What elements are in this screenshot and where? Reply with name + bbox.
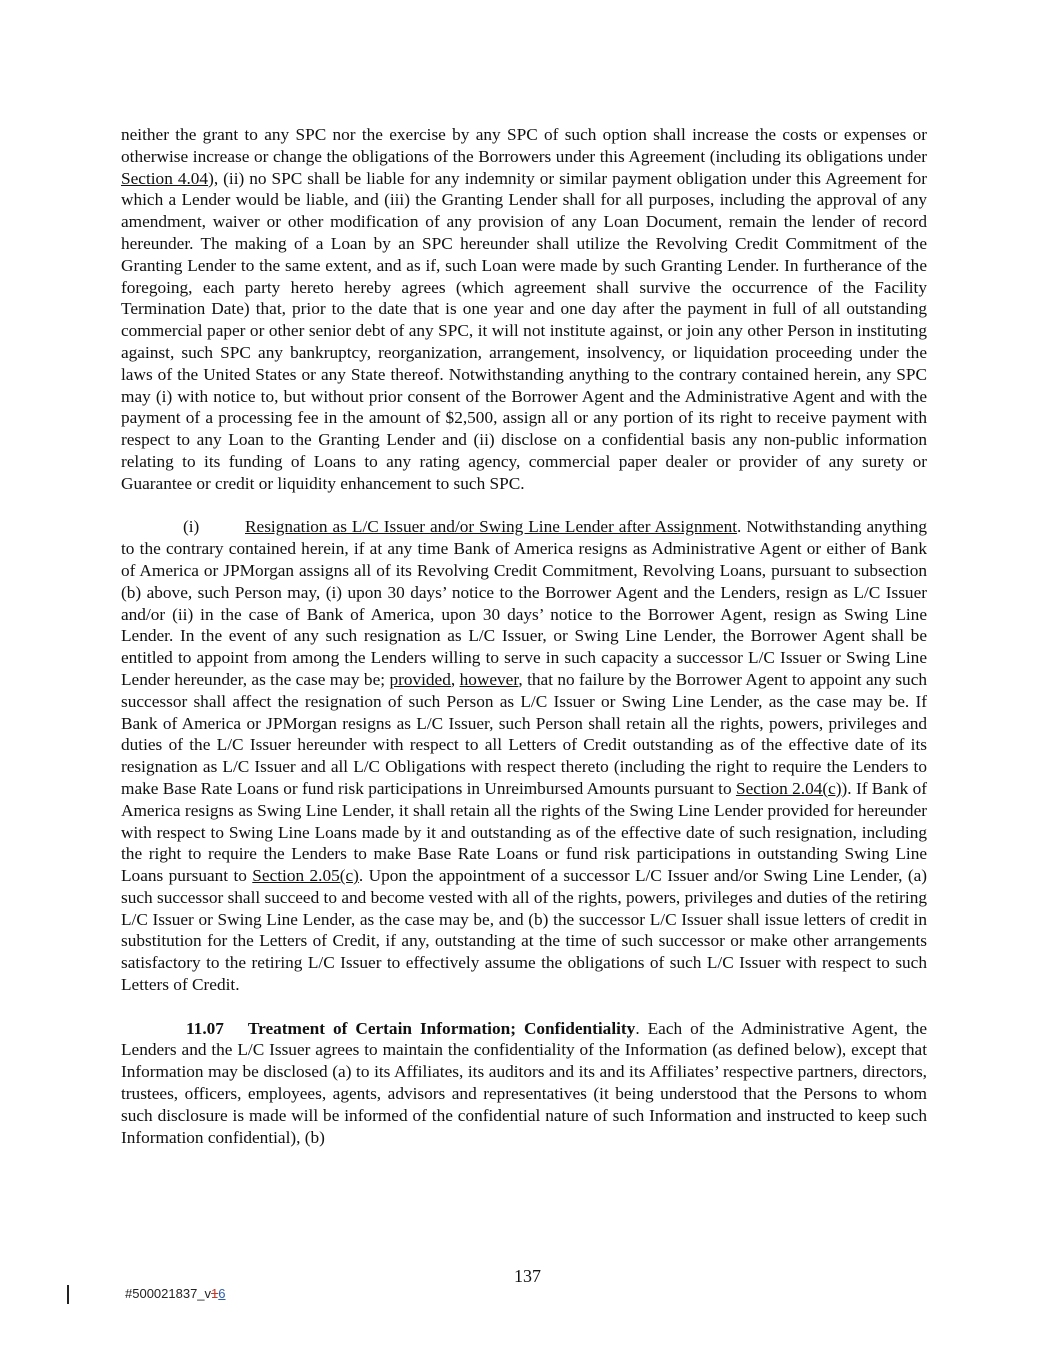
paragraph-text: . Notwithstanding anything to the contrary contained herein, if at any time Bank of America resigns as Administrative Agent or either of Bank of America or JPMorgan assigns all of its Revolving Credit Commitment, Revolving Loans, pursuant to subsection (b) above, such Person may, (i) upon 30 days’ notice to the Borrower Agent and the Lenders, resign as L/C Issuer and/or (ii) in the case of Bank of America, upon 30 days’ notice to the Borrower Agent, resign as Swing Line Lender. In the event of any such resignation as L/C Issuer, or Swing Line Lender, the Borrower Agent shall be entitled to appoint from among the Lenders willing to serve in such capacity a successor L/C Issuer or Swing Line Lender hereunder, as the case may be;: [121, 517, 927, 689]
deleted-version: 1: [211, 1286, 219, 1301]
paragraph-spc: [121, 124, 927, 495]
change-bar: [67, 1285, 69, 1304]
section-11-07: [121, 1018, 927, 1149]
clause-number: (i): [183, 517, 200, 537]
paragraph-text: ), (ii) no SPC shall be liable for any indemnity or similar payment obligation under this Agreement for which a Lender would be liable, and (iii) the Granting Lender shall for all purposes, including the approval of any amendment, waiver or other modification of any provision of any Loan Document, remain the lender of record hereunder. The making of a Loan by an SPC hereunder shall utilize the Revolving Credit Commitment of the Granting Lender to the same extent, and as if, such Loan were made by such Granting Lender. In furtherance of the foregoing, each party hereto hereby agrees (which agreement shall survive the occurrence of the Facility Termination Date) that, prior to the date that is one year and one day after the payment in full of all outstanding commercial paper or other senior debt of any SPC, it will not institute against, or join any other Person in instituting against, such SPC any bankruptcy, reorganization, arrangement, insolvency, or liquidation proceeding under the laws of the United States or any State thereof. Notwithstanding anything to the contrary contained herein, any SPC may (i) with notice to, but without prior consent of the Borrower Agent and the Administrative Agent and with the payment of a processing fee in the amount of $2,500, assign all or any portion of its right to receive payment with respect to any Loan to the Granting Lender and (ii) disclose on a confidential basis any non-public information relating to its funding of Loans to any rating agency, commercial paper dealer or provider of any surety or Guarantee or credit or liquidity enhancement to such SPC.: [121, 168, 927, 493]
section-reference: Section 4.04: [121, 168, 209, 188]
section-reference: Section 2.05(c): [252, 866, 359, 886]
section-number: 11.07 Treatment of Certain Information; Confidentiality: [186, 1018, 636, 1038]
paragraph-text: neither the grant to any SPC nor the exercise by any SPC of such option shall increase the costs or expenses or otherwise increase or change the obligations of the Borrowers under this Agreement (including its obligations under: [121, 125, 927, 166]
inserted-version: 6: [218, 1286, 226, 1301]
paragraph-text: ). If Bank of America resigns as Swing Line Lender, it shall retain all the rights of the Swing Line Lender provided for hereunder with respect to Swing Line Loans made by it and outstanding as of the effective date of such resignation, including the right to require the Lenders to make Base Rate Loans or fund risk participations in outstanding Swing Line Loans pursuant to: [121, 778, 927, 886]
section-reference: Section 2.04(c): [735, 778, 842, 798]
document-page: [121, 124, 927, 1148]
term-provided: provided: [389, 669, 451, 689]
term-however: however: [459, 669, 519, 689]
paragraph-text: ,: [450, 669, 460, 689]
paragraph-text: . Each of the Administrative Agent, the Lenders and the L/C Issuer agrees to maintain the confidentiality of the Information (as defined below), except that Information may be disclosed (a) to its Affiliates, its auditors and its and its Affiliates’ respective partners, directors, trustees, officers, employees, agents, advisors and representatives (it being understood that the Persons to whom such disclosure is made will be informed of the confidential nature of such Information and instructed to keep such Information confidential), (b): [121, 1018, 928, 1147]
clause-heading: Resignation as L/C Issuer and/or Swing Line Lender after Assignment: [245, 517, 738, 537]
section-title: Treatment of Certain Information; Confidentiality: [247, 1018, 636, 1038]
paragraph-resignation: [121, 516, 927, 996]
document-id: #500021837_v16: [125, 1286, 226, 1301]
paragraph-text: . Upon the appointment of a successor L/C Issuer and/or Swing Line Lender, (a) such successor shall succeed to and become vested with all of the rights, powers, privileges and duties of the retiring L/C Issuer or Swing Line Lender, as the case may be, and (b) the successor L/C Issuer shall issue letters of credit in substitution for the Letters of Credit, if any, outstanding at the time of such successor or make other arrangements satisfactory to the retiring L/C Issuer to effectively assume the obligations of such L/C Issuer with respect to such Letters of Credit.: [121, 866, 928, 995]
page-number: 137: [514, 1266, 541, 1286]
paragraph-text: , that no failure by the Borrower Agent to appoint any such successor shall affect the resignation of such Person as L/C Issuer or Swing Line Lender, as the case may be. If Bank of America or JPMorgan resigns as L/C Issuer, such Person shall retain all the rights, powers, privileges and duties of the L/C Issuer hereunder with respect to all Letters of Credit outstanding as of the effective date of its resignation as L/C Issuer and all L/C Obligations with respect thereto (including the right to require the Lenders to make Base Rate Loans or fund risk participations in Unreimbursed Amounts pursuant to: [121, 669, 928, 798]
